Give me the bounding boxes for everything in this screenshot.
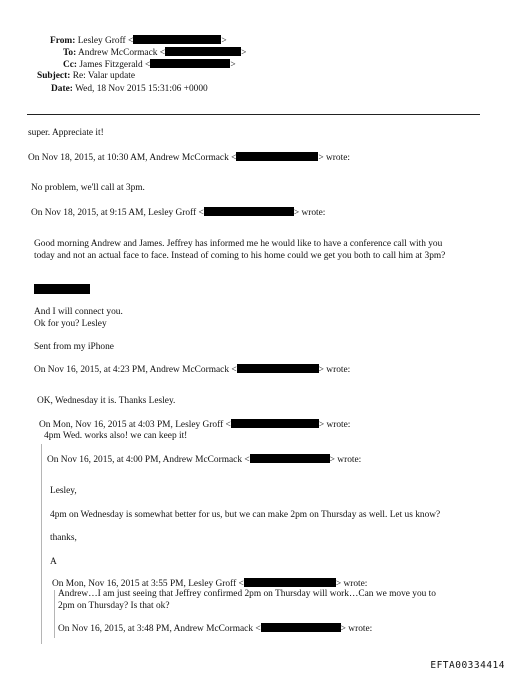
to-label: To: — [63, 48, 77, 58]
quote-attribution — [39, 419, 350, 431]
redaction-box — [237, 364, 319, 373]
redaction-box — [133, 35, 221, 44]
attribution-text: > wrote: — [293, 208, 326, 218]
body-line: 4pm Wed. works also! we can keep it! — [44, 431, 188, 441]
body-line: No problem, we'll call at 3pm. — [31, 183, 145, 193]
from-label: From: — [50, 36, 76, 46]
body-line: A — [50, 557, 57, 567]
body-line: Sent from my iPhone — [34, 342, 114, 352]
header-from — [50, 35, 227, 47]
attribution-text: On Mon, Nov 16, 2015 at 3:55 PM, Lesley Groff < — [52, 579, 244, 589]
subject-value: Re: Valar update — [72, 71, 135, 81]
attribution-text: On Nov 16, 2015, at 4:00 PM, Andrew McCormack < — [47, 455, 250, 465]
attribution-text: On Mon, Nov 16, 2015 at 4:03 PM, Lesley Groff < — [39, 420, 231, 430]
to-value: Andrew McCormack < — [78, 48, 166, 58]
header-date — [51, 84, 208, 95]
attribution-text: > wrote: — [335, 579, 368, 589]
body-line: Ok for you? Lesley — [34, 319, 107, 329]
body-line: OK, Wednesday it is. Thanks Lesley. — [37, 396, 176, 406]
redaction-box — [244, 578, 336, 587]
quote-bar — [41, 444, 42, 644]
close-bracket: > — [221, 36, 227, 46]
attribution-text: > wrote: — [318, 420, 351, 430]
quote-attribution — [47, 454, 361, 466]
quote-attribution — [31, 207, 325, 219]
quote-attribution — [58, 623, 372, 635]
cc-value: James Fitzgerald < — [79, 60, 151, 70]
attribution-text: On Nov 16, 2015, at 4:23 PM, Andrew McCormack < — [34, 365, 237, 375]
document-id: EFTA00334414 — [430, 660, 505, 671]
attribution-text: On Nov 18, 2015, at 10:30 AM, Andrew McCormack < — [28, 153, 237, 163]
close-bracket: > — [241, 48, 247, 58]
subject-label: Subject: — [37, 71, 71, 81]
attribution-text: > wrote: — [318, 153, 350, 163]
quote-bar — [54, 590, 55, 638]
redaction-box — [261, 623, 341, 632]
from-value: Lesley Groff < — [77, 36, 134, 46]
redaction-box — [150, 59, 230, 68]
attribution-text: On Nov 16, 2015, at 3:48 PM, Andrew McCormack < — [58, 624, 261, 634]
body-line: Lesley, — [50, 486, 77, 496]
attribution-text: > wrote: — [329, 455, 362, 465]
redaction-box — [34, 284, 90, 297]
body-line: And I will connect you. — [34, 307, 123, 317]
redaction-box — [250, 454, 330, 463]
date-label: Date: — [51, 84, 73, 94]
attribution-text: > wrote: — [318, 365, 351, 375]
header-divider — [27, 114, 480, 115]
redaction-box — [231, 419, 319, 428]
quote-attribution — [28, 152, 350, 164]
redaction-box — [236, 152, 318, 161]
redaction-box — [204, 207, 294, 216]
quote-attribution — [34, 364, 350, 376]
body-line: super. Appreciate it! — [28, 128, 104, 138]
body-line: 2pm on Thursday? Is that ok? — [58, 601, 170, 611]
header-to — [63, 47, 246, 59]
header-cc — [63, 59, 236, 71]
close-bracket: > — [230, 60, 236, 70]
body-line: Andrew…I am just seeing that Jeffrey confirmed 2pm on Thursday will work…Can we move you to — [58, 589, 436, 599]
date-value: Wed, 18 Nov 2015 15:31:06 +0000 — [75, 84, 208, 94]
redaction-box — [165, 47, 241, 56]
header-subject — [37, 71, 135, 82]
cc-label: Cc: — [63, 60, 78, 70]
attribution-text: > wrote: — [340, 624, 373, 634]
body-line: 4pm on Wednesday is somewhat better for us, but we can make 2pm on Thursday as well. Let us know? — [50, 510, 441, 520]
body-line: thanks, — [50, 533, 77, 543]
body-line: Good morning Andrew and James. Jeffrey has informed me he would like to have a conference call with you — [34, 239, 443, 249]
attribution-text: On Nov 18, 2015, at 9:15 AM, Lesley Groff < — [31, 208, 204, 218]
body-line: today and not an actual face to face. Instead of coming to his home could we get you both to call him at 3pm? — [34, 251, 446, 261]
